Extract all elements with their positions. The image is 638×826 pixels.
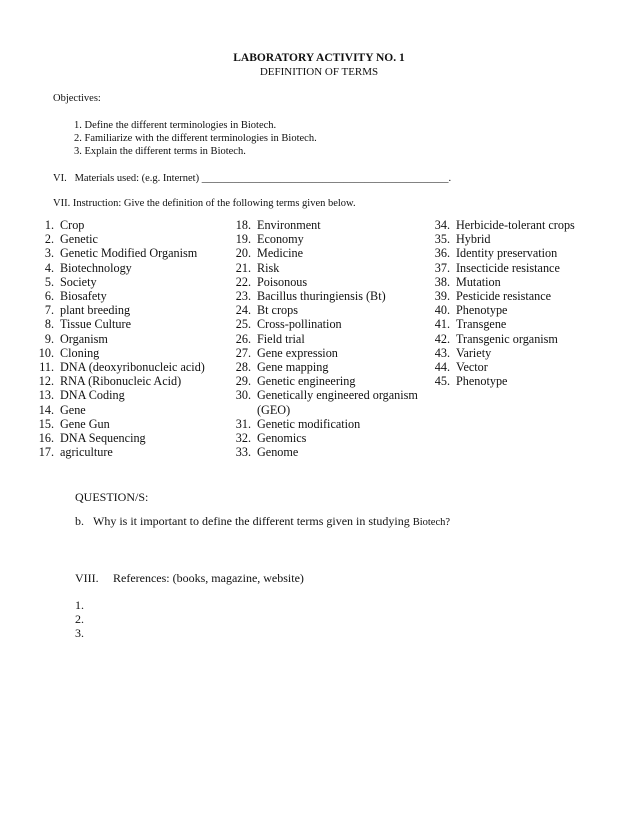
term-number: [227, 403, 257, 417]
term-number: 24.: [235, 303, 251, 318]
term-item: [227, 403, 418, 417]
term-text: Identity preservation: [456, 246, 558, 261]
term-item: [425, 346, 575, 360]
term-item: [28, 246, 205, 260]
questions-heading: QUESTION/S:: [75, 490, 149, 504]
term-text: Bacillus thuringiensis (Bt): [257, 289, 386, 304]
term-text: Transgenic organism: [456, 331, 558, 346]
term-number: 23.: [235, 289, 251, 304]
term-text: Field trial: [257, 331, 305, 346]
term-text: Genetic Modified Organism: [60, 246, 198, 261]
term-item: [28, 445, 205, 459]
term-text: Organism: [60, 331, 108, 346]
term-number: 32.: [235, 431, 251, 446]
term-text: Hybrid: [456, 232, 491, 247]
term-number: 4.: [44, 260, 54, 275]
term-item: [28, 317, 205, 331]
term-number: 31.: [235, 416, 251, 431]
references-heading: [75, 571, 304, 586]
term-item: [425, 303, 575, 317]
term-item: [28, 303, 205, 317]
term-text: Pesticide resistance: [456, 289, 552, 304]
term-item: [425, 261, 575, 275]
reference-item: 1.: [75, 598, 84, 612]
term-item: [425, 275, 575, 289]
term-text: DNA (deoxyribonucleic acid): [60, 360, 205, 375]
term-number: 35.: [434, 232, 450, 247]
page-title: LABORATORY ACTIVITY NO. 1: [233, 52, 405, 64]
term-number: 18.: [235, 218, 251, 232]
materials-line: VI. Materials used: (e.g. Internet) _______________________________________________.: [53, 173, 452, 184]
question-text: Why is it important to define the different terms given in studying: [93, 514, 413, 528]
term-item: [227, 417, 418, 431]
term-number: 37.: [434, 260, 450, 275]
terms-column-1: [28, 218, 205, 459]
term-number: 25.: [235, 317, 251, 332]
term-item: [28, 275, 205, 289]
term-number: 28.: [235, 360, 251, 375]
term-text: Poisonous: [257, 274, 308, 289]
term-text: agriculture: [60, 445, 113, 460]
term-item: [425, 360, 575, 374]
term-text: Bt crops: [257, 303, 298, 318]
term-number: 45.: [434, 374, 450, 389]
objective-item: 3. Explain the different terms in Biotech.: [74, 146, 246, 157]
term-number: 29.: [235, 374, 251, 389]
references-tag: VIII.: [75, 571, 99, 585]
term-item: [425, 218, 575, 232]
term-number: 3.: [44, 246, 54, 261]
term-item: [227, 232, 418, 246]
objective-item: 1. Define the different terminologies in Biotech.: [74, 120, 277, 131]
term-text: Genetic engineering: [257, 374, 356, 389]
reference-item: 2.: [75, 612, 84, 626]
term-item: [28, 431, 205, 445]
term-number: 11.: [39, 360, 54, 375]
term-text: Insecticide resistance: [456, 260, 560, 275]
term-number: 6.: [44, 289, 54, 304]
term-text: Phenotype: [456, 374, 508, 389]
term-text: Gene Gun: [60, 416, 110, 431]
term-text: Risk: [257, 260, 280, 275]
term-item: [227, 261, 418, 275]
question-item: [75, 514, 450, 529]
term-number: 38.: [434, 274, 450, 289]
term-item: [227, 388, 418, 402]
term-item: [28, 374, 205, 388]
term-number: 2.: [44, 232, 54, 247]
term-item: [28, 403, 205, 417]
term-number: 40.: [434, 303, 450, 318]
term-text: Society: [60, 274, 97, 289]
term-text: Variety: [456, 345, 492, 360]
term-text: Genome: [257, 445, 299, 460]
references-list: [75, 598, 84, 640]
term-item: [227, 360, 418, 374]
term-text: DNA Coding: [60, 388, 125, 403]
term-number: 26.: [235, 331, 251, 346]
term-item: [28, 388, 205, 402]
term-text: Genetic modification: [257, 416, 361, 431]
term-number: 22.: [235, 274, 251, 289]
term-item: [227, 332, 418, 346]
question-tag: b.: [75, 514, 84, 528]
term-number: 34.: [434, 218, 450, 232]
term-text: Genetic: [60, 232, 98, 247]
term-item: [227, 374, 418, 388]
term-number: 21.: [235, 260, 251, 275]
term-text: Transgene: [456, 317, 507, 332]
term-text: Gene: [60, 402, 86, 417]
term-number: 15.: [38, 416, 54, 431]
term-text: Tissue Culture: [60, 317, 131, 332]
term-text: Medicine: [257, 246, 304, 261]
term-text: plant breeding: [60, 303, 131, 318]
term-number: 27.: [235, 345, 251, 360]
term-number: 39.: [434, 289, 450, 304]
term-item: [227, 303, 418, 317]
term-text: Cross-pollination: [257, 317, 342, 332]
term-number: 7.: [44, 303, 54, 318]
term-number: 20.: [235, 246, 251, 261]
objectives-list: [74, 119, 317, 158]
objective-item: 2. Familiarize with the different terminologies in Biotech.: [74, 133, 317, 144]
term-item: [28, 417, 205, 431]
term-number: 36.: [434, 246, 450, 261]
term-text: Environment: [257, 218, 321, 232]
term-text: Genomics: [257, 431, 307, 446]
terms-column-2: [227, 218, 418, 459]
term-item: [425, 374, 575, 388]
term-text: Gene expression: [257, 345, 338, 360]
term-item: [425, 232, 575, 246]
term-number: 9.: [44, 331, 54, 346]
term-number: 19.: [235, 232, 251, 247]
term-item: [28, 360, 205, 374]
term-item: [227, 317, 418, 331]
objectives-heading: Objectives:: [53, 93, 101, 104]
term-number: 16.: [38, 431, 54, 446]
term-item: [28, 261, 205, 275]
references-text: References: (books, magazine, website): [113, 571, 304, 585]
reference-item: 3.: [75, 626, 84, 640]
term-text: RNA (Ribonucleic Acid): [60, 374, 182, 389]
term-text: Herbicide-tolerant crops: [456, 218, 575, 232]
term-item: [28, 346, 205, 360]
term-item: [425, 332, 575, 346]
term-text: Genetically engineered organism: [257, 388, 418, 403]
term-number: 41.: [434, 317, 450, 332]
term-number: 1.: [44, 218, 54, 232]
term-number: 5.: [44, 274, 54, 289]
term-item: [227, 246, 418, 260]
page-subtitle: DEFINITION OF TERMS: [259, 66, 379, 78]
term-text: Biosafety: [60, 289, 107, 304]
term-text: Phenotype: [456, 303, 508, 318]
term-item: [227, 289, 418, 303]
term-number: 8.: [44, 317, 54, 332]
term-number: 42.: [434, 331, 450, 346]
term-item: [425, 317, 575, 331]
term-item: [425, 289, 575, 303]
question-text-tail: Biotech?: [412, 517, 451, 528]
term-item: [28, 332, 205, 346]
terms-column-3: [425, 218, 575, 388]
term-number: 13.: [38, 388, 54, 403]
term-item: [28, 289, 205, 303]
term-number: 12.: [38, 374, 54, 389]
term-text: (GEO): [257, 402, 291, 417]
term-item: [227, 346, 418, 360]
term-text: Mutation: [456, 274, 501, 289]
term-text: Cloning: [60, 345, 100, 360]
term-item: [28, 232, 205, 246]
term-number: 17.: [38, 445, 54, 460]
term-text: Economy: [257, 232, 304, 247]
term-number: 44.: [434, 360, 450, 375]
term-item: [227, 431, 418, 445]
term-text: Biotechnology: [60, 260, 132, 275]
instruction-line: VII. Instruction: Give the definition of the following terms given below.: [53, 198, 356, 209]
term-number: 43.: [434, 345, 450, 360]
term-number: 14.: [38, 402, 54, 417]
term-text: Crop: [60, 218, 85, 232]
term-number: 10.: [38, 345, 54, 360]
term-text: Gene mapping: [257, 360, 329, 375]
term-item: [227, 218, 418, 232]
term-number: 33.: [235, 445, 251, 460]
term-item: [28, 218, 205, 232]
term-number: 30.: [235, 388, 251, 403]
term-item: [227, 445, 418, 459]
term-item: [227, 275, 418, 289]
term-text: DNA Sequencing: [60, 431, 146, 446]
term-item: [425, 246, 575, 260]
term-text: Vector: [456, 360, 488, 375]
